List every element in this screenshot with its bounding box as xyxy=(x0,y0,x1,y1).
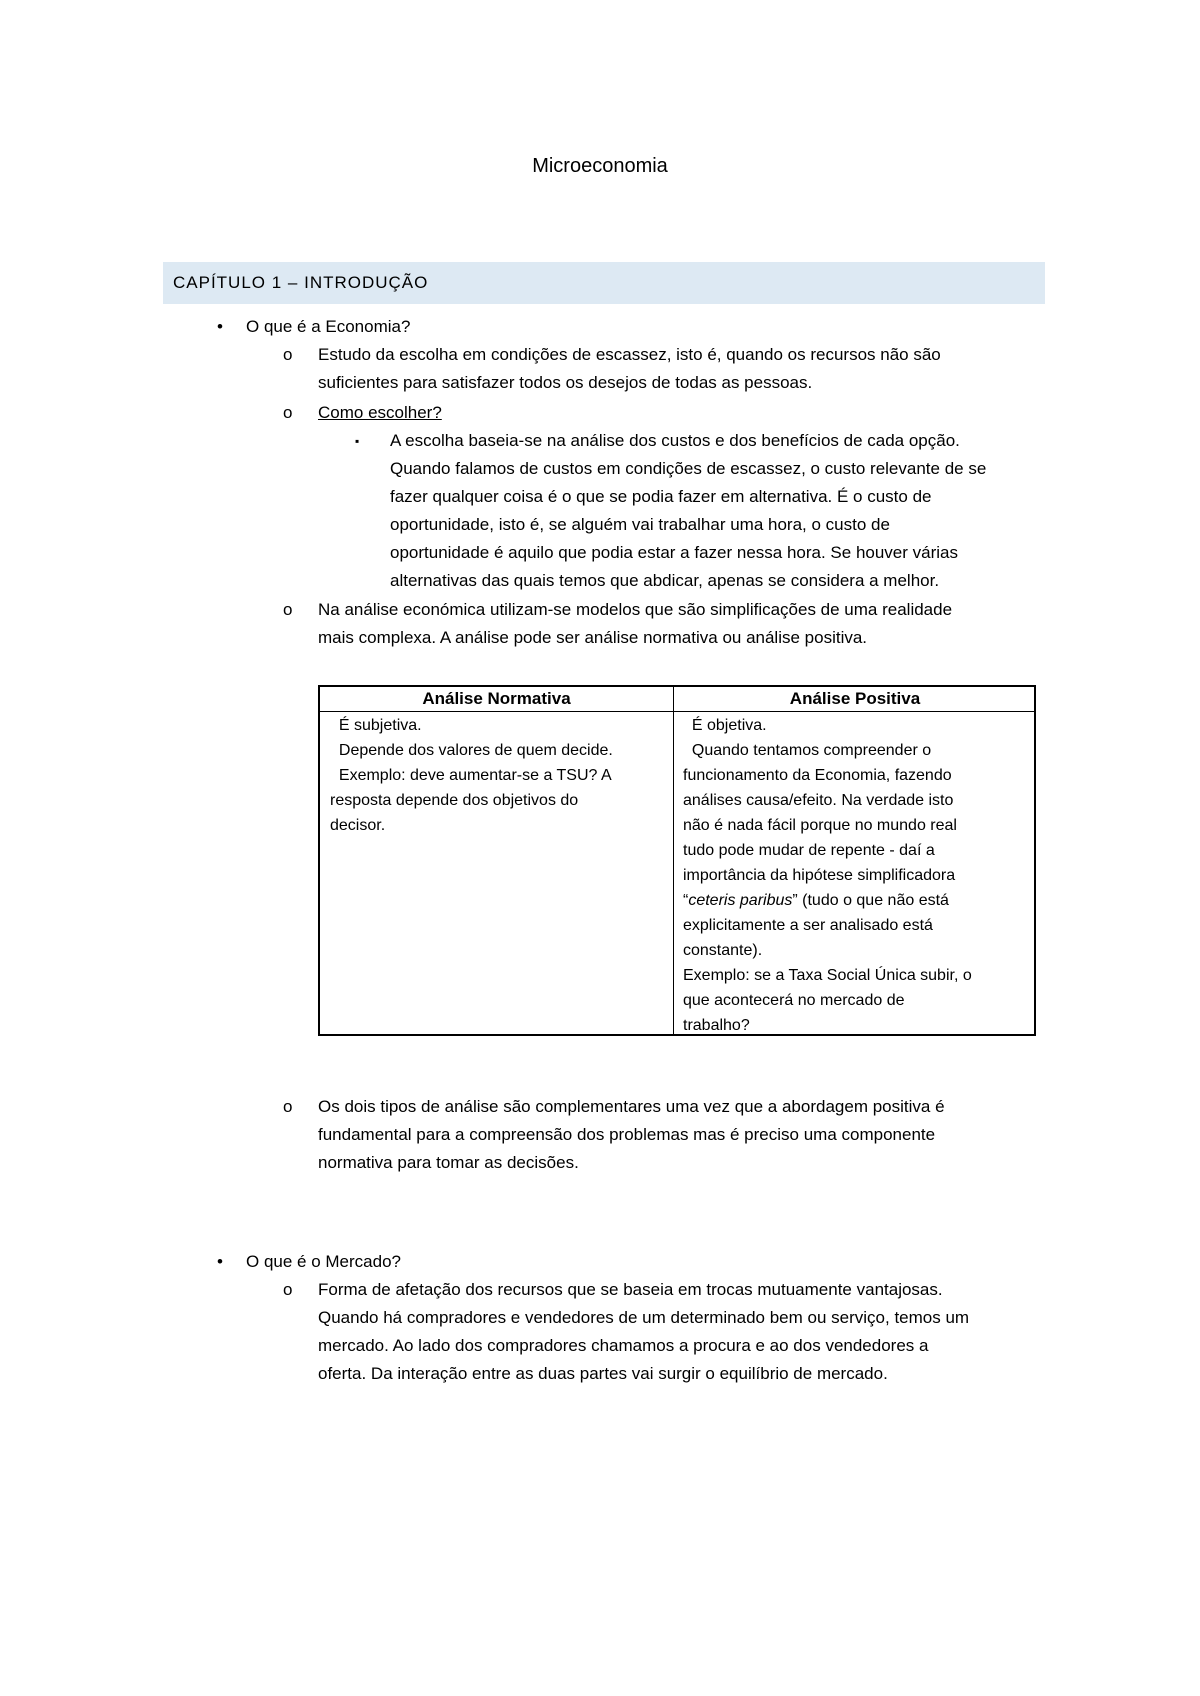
bullet-circle-icon: o xyxy=(283,403,293,422)
positive-cell-line: tudo pode mudar de repente - daí a xyxy=(683,842,935,859)
choice-line: oportunidade, isto é, se alguém vai trabalhar uma hora, o custo de xyxy=(390,515,890,534)
table-divider xyxy=(673,687,674,1034)
definition-line: suficientes para satisfazer todos os desejos de todas as pessoas. xyxy=(318,373,813,392)
market-line: mercado. Ao lado dos compradores chamamos a procura e ao dos vendedores a xyxy=(318,1336,929,1355)
positive-cell-line: não é nada fácil porque no mundo real xyxy=(683,817,957,834)
positive-cell-line: importância da hipótese simplificadora xyxy=(683,867,956,884)
market-line: Forma de afetação dos recursos que se baseia em trocas mutuamente vantajosas. xyxy=(318,1280,943,1299)
bullet-square-icon: ▪ xyxy=(355,434,360,448)
ceteris-rest-text: ” (tudo o que não está xyxy=(792,892,949,909)
positive-cell-line: Exemplo: se a Taxa Social Única subir, o xyxy=(683,967,972,984)
definition-line: Estudo da escolha em condições de escassez, isto é, quando os recursos não são xyxy=(318,345,941,364)
choice-line: A escolha baseia-se na análise dos custos e dos benefícios de cada opção. xyxy=(390,431,960,450)
bullet-dot-icon: • xyxy=(217,317,223,336)
bullet-dot-icon: • xyxy=(217,1252,223,1271)
choice-line: fazer qualquer coisa é o que se podia fazer em alternativa. É o custo de xyxy=(390,487,932,506)
normative-cell-line: É subjetiva. xyxy=(330,717,422,734)
analysis-line: mais complexa. A análise pode ser análise normativa ou análise positiva. xyxy=(318,628,868,647)
positive-cell-ceteris-line xyxy=(683,888,949,913)
positive-cell-line: É objetiva. xyxy=(683,717,767,734)
question-market: O que é o Mercado? xyxy=(246,1252,401,1271)
analysis-table xyxy=(318,685,1036,1036)
bullet-circle-icon: o xyxy=(283,1280,293,1299)
complement-line: fundamental para a compreensão dos problemas mas é preciso uma componente xyxy=(318,1125,936,1144)
table-header-normative: Análise Normativa xyxy=(422,689,571,708)
positive-cell-line: Quando tentamos compreender o xyxy=(683,742,932,759)
bullet-circle-icon: o xyxy=(283,345,293,364)
document-title: Microeconomia xyxy=(532,155,668,177)
analysis-line: Na análise económica utilizam-se modelos que são simplificações de uma realidade xyxy=(318,600,953,619)
chapter-heading: CAPÍTULO 1 – INTRODUÇÃO xyxy=(163,262,1045,304)
normative-cell-line: Depende dos valores de quem decide. xyxy=(330,742,613,759)
bullet-circle-icon: o xyxy=(283,1097,293,1116)
choice-line: oportunidade é aquilo que podia estar a fazer nessa hora. Se houver várias xyxy=(390,543,958,562)
choice-line: alternativas das quais temos que abdicar, apenas se considera a melhor. xyxy=(390,571,940,590)
ceteris-paribus-text: ceteris paribus xyxy=(688,892,793,909)
bullet-circle-icon: o xyxy=(283,600,293,619)
positive-cell-line: análises causa/efeito. Na verdade isto xyxy=(683,792,954,809)
table-header-divider xyxy=(320,711,1034,712)
choice-line: Quando falamos de custos em condições de escassez, o custo relevante de se xyxy=(390,459,987,478)
normative-cell-line: resposta depende dos objetivos do xyxy=(330,792,579,809)
market-line: Quando há compradores e vendedores de um determinado bem ou serviço, temos um xyxy=(318,1308,970,1327)
table-header-positive: Análise Positiva xyxy=(789,689,921,708)
how-to-choose-heading: Como escolher? xyxy=(318,403,442,422)
complement-line: normativa para tomar as decisões. xyxy=(318,1153,579,1172)
positive-cell-line: funcionamento da Economia, fazendo xyxy=(683,767,952,784)
normative-cell-line: decisor. xyxy=(330,817,386,834)
positive-cell-line: que acontecerá no mercado de xyxy=(683,992,905,1009)
positive-cell-line: constante). xyxy=(683,942,763,959)
positive-cell-line: explicitamente a ser analisado está xyxy=(683,917,933,934)
normative-cell-line: Exemplo: deve aumentar-se a TSU? A xyxy=(330,767,612,784)
complement-line: Os dois tipos de análise são complementares uma vez que a abordagem positiva é xyxy=(318,1097,945,1116)
ceteris-open-quote: “ xyxy=(683,892,689,909)
question-economy: O que é a Economia? xyxy=(246,317,411,336)
positive-cell-line: trabalho? xyxy=(683,1017,750,1034)
market-line: oferta. Da interação entre as duas partes vai surgir o equilíbrio de mercado. xyxy=(318,1364,888,1383)
